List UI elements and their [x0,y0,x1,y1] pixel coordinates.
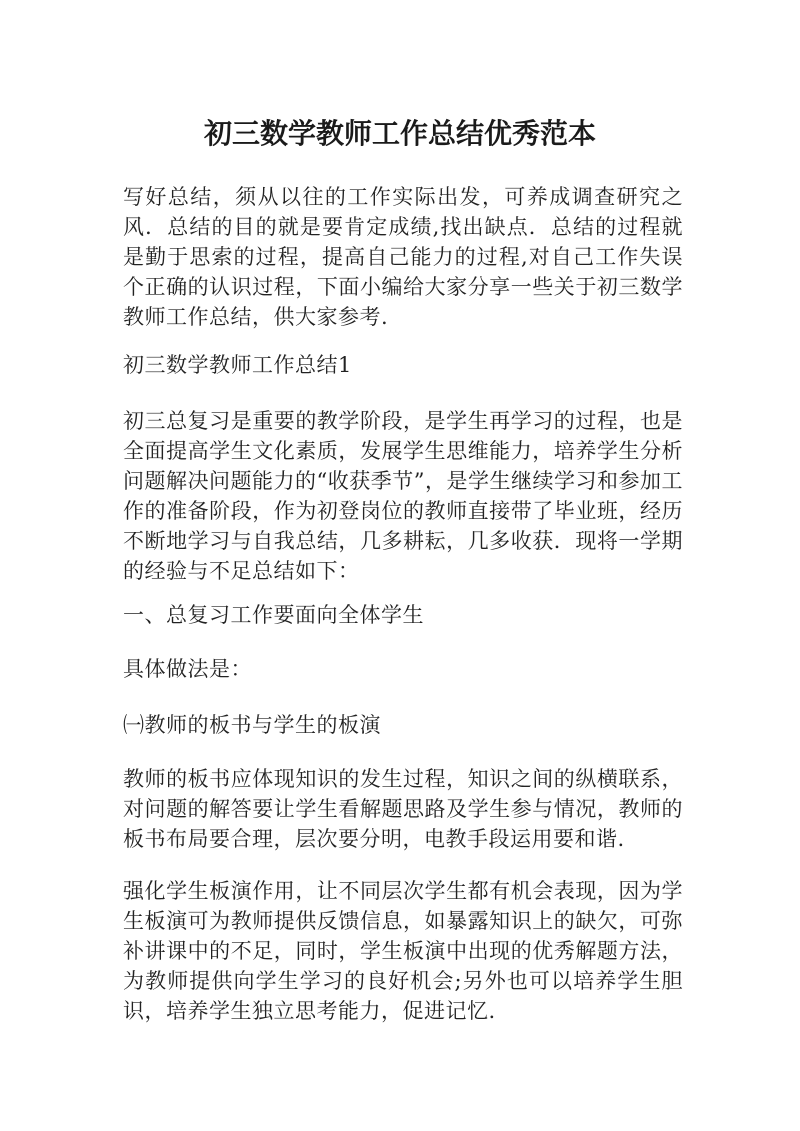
section-heading-summary-1: 初三数学教师工作总结1 [123,353,352,377]
subheading-blackboard: ㈠教师的板书与学生的板演 [123,713,381,737]
body-paragraph-teacher-board: 教师的板书应体现知识的发生过程，知识之间的纵横联系，对问题的解答要让学生看解题思路及学生参与情况，教师的板书布局要合理，层次要分明，电教手段运用要和谐. [123,767,683,851]
section-heading-whole-class: 一、总复习工作要面向全体学生 [123,603,424,627]
method-label: 具体做法是： [123,657,252,681]
intro-paragraph: 写好总结，须从以往的工作实际出发，可养成调查研究之风．总结的目的就是要肯定成绩,找出缺点．总结的过程就是勤于思索的过程，提高自己能力的过程,对自己工作失误个正确的认识过程，下面小编给大家分享一些关于初三数学教师工作总结，供大家参考. [123,185,683,329]
body-paragraph-student-board: 强化学生板演作用，让不同层次学生都有机会表现，因为学生板演可为教师提供反馈信息，如暴露知识上的缺欠，可弥补讲课中的不足，同时，学生板演中出现的优秀解题方法，为教师提供向学生学习的良好机会;另外也可以培养学生胆识，培养学生独立思考能力，促进记忆. [123,879,683,1023]
document-title: 初三数学教师工作总结优秀范本 [203,117,596,150]
body-paragraph-review: 初三总复习是重要的教学阶段，是学生再学习的过程，也是全面提高学生文化素质，发展学生思维能力，培养学生分析问题解决问题能力的“收获季节”，是学生继续学习和参加工作的准备阶段，作为初登岗位的教师直接带了毕业班，经历不断地学习与自我总结，几多耕耘，几多收获．现将一学期的经验与不足总结如下： [123,409,683,583]
